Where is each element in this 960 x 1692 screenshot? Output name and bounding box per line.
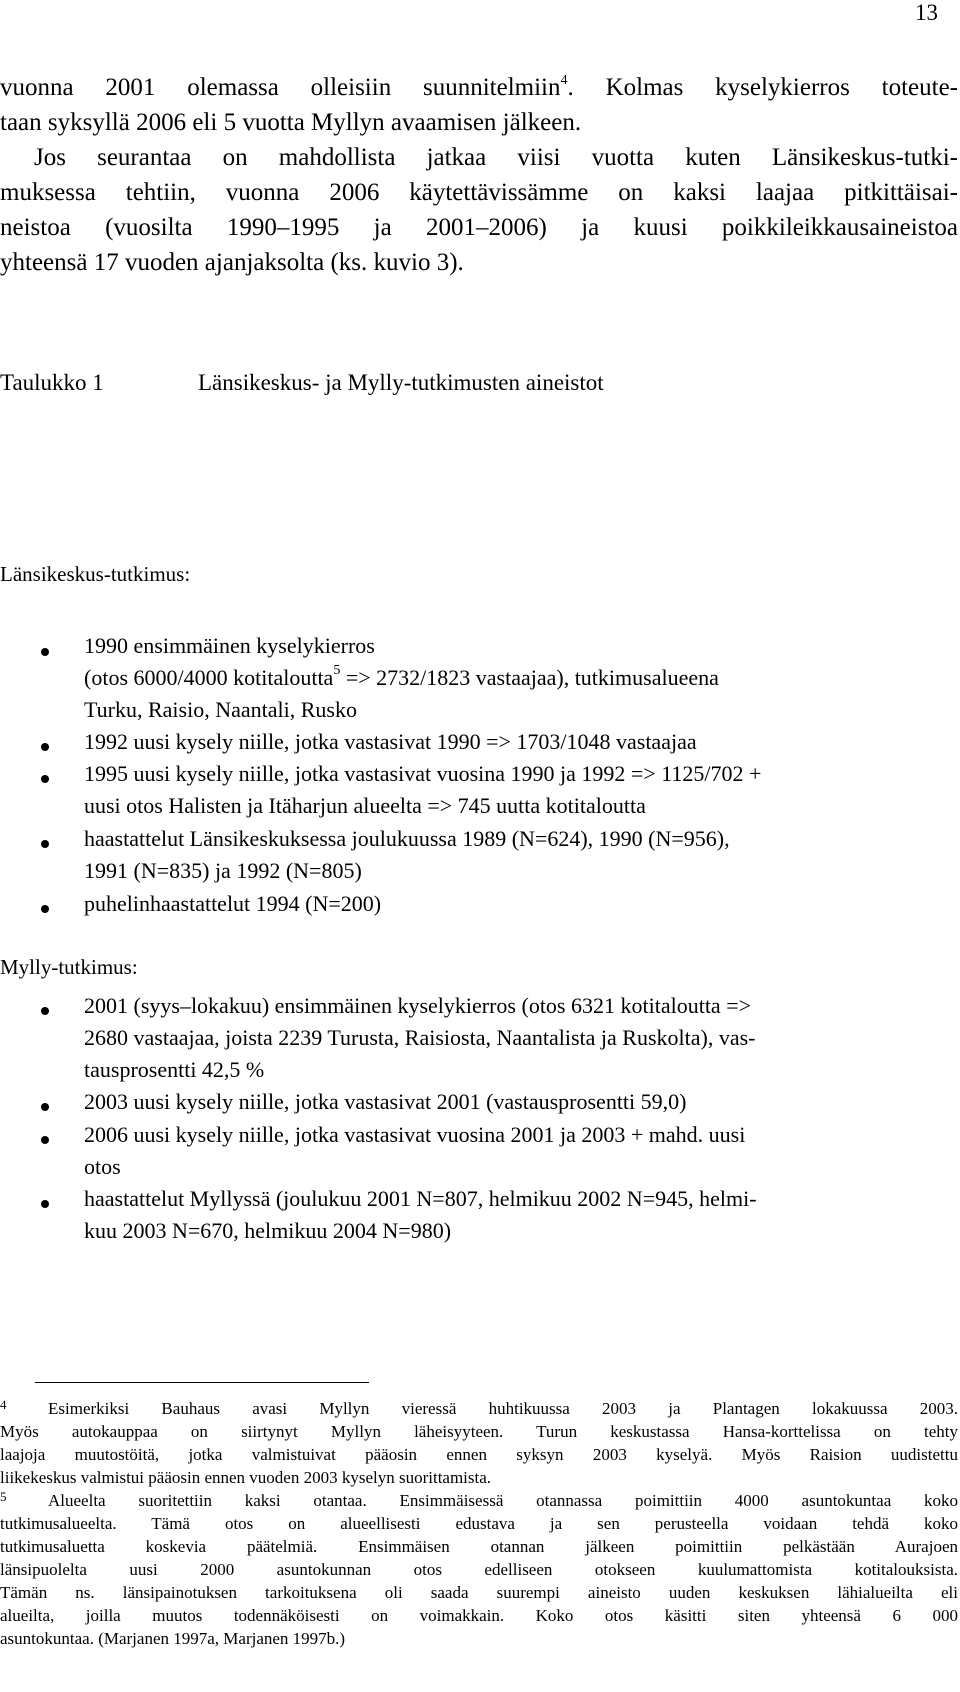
list-item: puhelinhaastattelut 1994 (N=200) [84,891,382,916]
paragraph-line: yhteensä 17 vuoden ajanjaksolta (ks. kuvio 3). [0,249,464,276]
list-item: 2003 uusi kysely niille, jotka vastasivat 2001 (vastausprosentti 59,0) [84,1089,687,1114]
table-caption-title: Länsikeskus- ja Mylly-tutkimusten aineistot [198,370,604,395]
bullet-icon [41,1136,49,1144]
footnote-4: Esimerkiksi Bauhaus avasi Myllyn vieressä huhtikuussa 2003 ja Plantagen lokakuussa 2003. Myös autokauppaa on siirtynyt Myllyn läheisyyteen. Turun keskustassa Hansa-korttelissa on tehty laajoja muutostöitä, jotka valmistuivat pääosin ennen syksyn 2003 kyselyä. Myös Raision uudistettu liikekeskus valmistui pääosin ennen vuoden 2003 kyselyn suorittamista. [0,1399,958,1487]
list-item: 2001 (syys–lokakuu) ensimmäinen kyselykierros (otos 6321 kotitaloutta => 2680 vastaajaa, joista 2239 Turusta, Raisiosta, Naantalista ja Ruskolta), vas- tausprosentti 42,5 % [84,993,756,1082]
bullet-icon [41,775,49,783]
bullet-icon [41,905,49,913]
footnote-ref-4[interactable]: 4 [560,73,568,88]
list-item: 1992 uusi kysely niille, jotka vastasivat 1990 => 1703/1048 vastaajaa [84,729,697,754]
paragraph-line: muksessa tehtiin, vuonna 2006 käytettävissämme on kaksi laajaa pitkittäisai- [0,179,958,206]
footnote-marker-5: 5 [0,1489,7,1504]
list-item: 2006 uusi kysely niille, jotka vastasivat vuosina 2001 ja 2003 + mahd. uusi otos [84,1122,746,1179]
paragraph-line: taan syksyllä 2006 eli 5 vuotta Myllyn avaamisen jälkeen. [0,109,582,136]
footnote-5: Alueelta suoritettiin kaksi otantaa. Ensimmäisessä otannassa poimittiin 4000 asuntokuntaa koko tutkimusalueelta. Tämä otos on alueellisesti edustava ja sen perusteella voidaan tehdä koko tutkimusaluetta koskevia päätelmiä. Ensimmäisen otannan jälkeen poimittiin pelkästään Aurajoen länsipuolelta uusi 2000 asuntokunnan otos edelliseen otokseen kuulumattomista kotitalouksista. Tämän ns. länsipainotuksen tarkoituksena oli saada suurempi aineisto uuden keskuksen lähialueilta eli alueilta, joilla muutos todennäköisesti on voimakkain. Koko otos käsitti siten yhteensä 6 000 asuntokuntaa. (Marjanen 1997a, Marjanen 1997b.) [0,1491,958,1648]
body-paragraph [0,70,958,280]
section-heading-lansikeskus: Länsikeskus-tutkimus: [0,562,191,586]
bullet-icon [41,1007,49,1015]
list-item: haastattelut Myllyssä (joulukuu 2001 N=807, helmikuu 2002 N=945, helmi- kuu 2003 N=670, helmikuu 2004 N=980) [84,1186,757,1243]
table-caption-label: Taulukko 1 [0,370,104,395]
page-number: 13 [915,0,938,25]
bullet-icon [41,1103,49,1111]
list-item: haastattelut Länsikeskuksessa joulukuussa 1989 (N=624), 1990 (N=956), 1991 (N=835) ja 1992 (N=805) [84,826,730,883]
bullet-icon [41,743,49,751]
list-item: 1995 uusi kysely niille, jotka vastasivat vuosina 1990 ja 1992 => 1125/702 + uusi otos Halisten ja Itäharjun alueelta => 745 uutta kotitaloutta [84,761,762,818]
bullet-icon [41,648,49,656]
bullet-icon [41,1200,49,1208]
bullet-icon [41,840,49,848]
paragraph-line: Jos seurantaa on mahdollista jatkaa viisi vuotta kuten Länsikeskus-tutki- [34,144,958,171]
paragraph-line: neistoa (vuosilta 1990–1995 ja 2001–2006) ja kuusi poikkileikkausaineistoa [0,214,958,241]
paragraph-line: vuonna 2001 olemassa olleisiin suunnitelmiin$^4$. Kolmas kyselykierros toteute- [0,73,958,101]
footnote-separator [35,1382,369,1383]
list-item: 1990 ensimmäinen kyselykierros (otos 6000/4000 kotitaloutta$^5$ => 2732/1823 vastaajaa), tutkimusalueena Turku, Raisio, Naantali, Rusko [84,633,719,722]
section-heading-mylly: Mylly-tutkimus: [0,955,138,979]
footnote-marker-4: 4 [0,1397,7,1412]
